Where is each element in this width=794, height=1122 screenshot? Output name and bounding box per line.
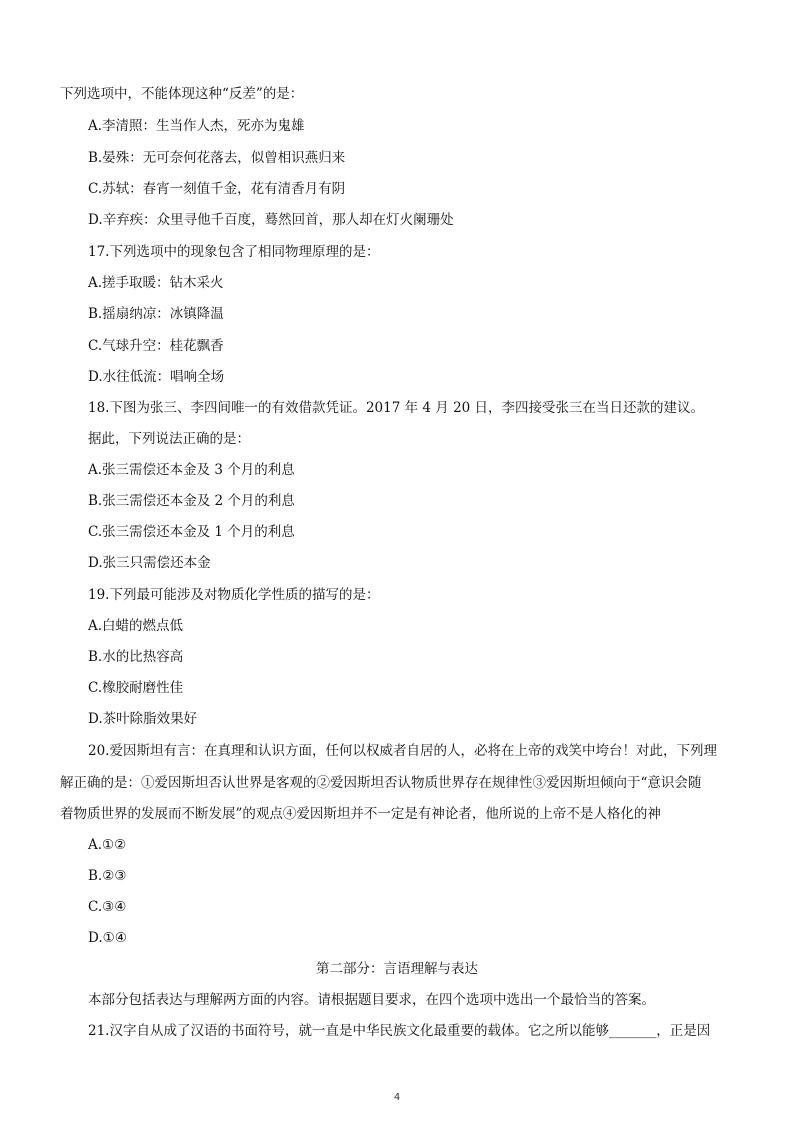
q16-option-a: A.李清照：生当作人杰，死亦为鬼雄 [88,118,305,134]
q18-stem-continuation: 据此，下列说法正确的是： [88,431,250,447]
q21-stem: 21.汉字自从成了汉语的书面符号，就一直是中华民族文化最重要的载体。它之所以能够_______，正是因 [88,1023,711,1039]
q17-option-b: B.摇扇纳凉：冰镇降温 [88,306,224,322]
page-number: 4 [393,1092,401,1103]
q17-option-a: A.搓手取暖：钻木采火 [88,275,224,291]
q18-option-c: C.张三需偿还本金及 1 个月的利息 [88,524,295,540]
q16-stem-continuation: 下列选项中，不能体现这种“反差”的是： [60,86,304,102]
q17-option-c: C.气球升空：桂花飘香 [88,338,224,354]
q19-option-d: D.茶叶除脂效果好 [88,711,198,727]
q18-stem: 18.下图为张三、李四间唯一的有效借款凭证。2017 年 4 月 20 日，李四接受张三在当日还款的建议。 [88,400,705,416]
section-2-title: 第二部分：言语理解与表达 [316,961,478,977]
q20-option-a: A.①② [88,837,127,853]
q16-option-b: B.晏殊：无可奈何花落去，似曾相识燕归来 [88,150,346,166]
q17-stem: 17.下列选项中的现象包含了相同物理原理的是： [88,244,380,260]
q17-option-d: D.水往低流：唱响全场 [88,369,225,385]
q19-option-c: C.橡胶耐磨性佳 [88,680,184,696]
q18-option-b: B.张三需偿还本金及 2 个月的利息 [88,493,295,509]
q20-option-c: C.③④ [88,899,127,915]
q20-option-d: D.①④ [88,930,127,946]
q19-option-a: A.白蜡的燃点低 [88,618,184,634]
q20-stem-line-2: 解正确的是：①爱因斯坦否认世界是客观的②爱因斯坦否认物质世界存在规律性③爱因斯坦倾向于“意识会随 [60,775,702,791]
q18-option-d: D.张三只需偿还本金 [88,555,211,571]
q19-option-b: B.水的比热容高 [88,649,184,665]
q18-option-a: A.张三需偿还本金及 3 个月的利息 [88,462,295,478]
q20-stem-line-1: 20.爱因斯坦有言：在真理和认识方面，任何以权威者自居的人，必将在上帝的戏笑中垮台！对此，下列理 [88,743,717,759]
q16-option-c: C.苏轼：春宵一刻值千金，花有清香月有阴 [88,181,346,197]
q19-stem: 19.下列最可能涉及对物质化学性质的描写的是： [88,587,380,603]
q20-stem-line-3: 着物质世界的发展而不断发展”的观点④爱因斯坦并不一定是有神论者，他所说的上帝不是人格化的神 [60,806,661,822]
q20-option-b: B.②③ [88,868,127,884]
section-2-intro: 本部分包括表达与理解两方面的内容。请根据题目要求，在四个选项中选出一个最恰当的答案。 [88,992,655,1008]
q16-option-d: D.辛弃疾：众里寻他千百度，蓦然回首，那人却在灯火阑珊处 [88,212,454,228]
